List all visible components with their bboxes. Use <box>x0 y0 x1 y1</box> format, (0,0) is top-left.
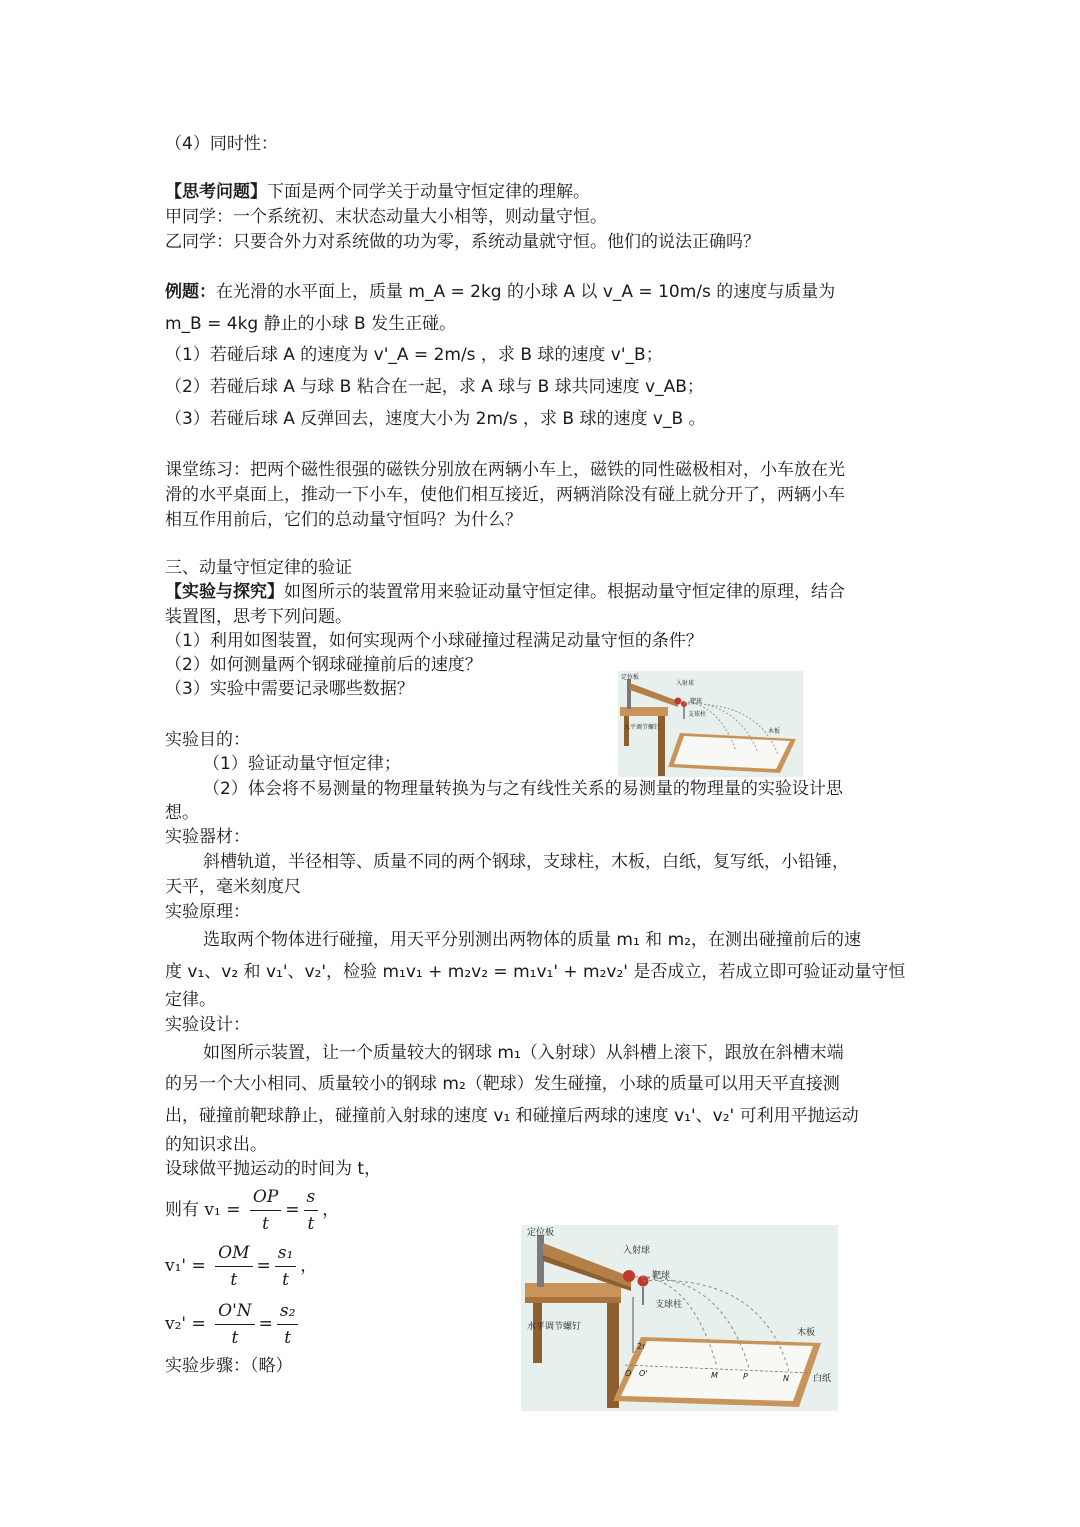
ramp <box>630 683 678 707</box>
formula-v2p-num2: s₂ <box>277 1298 299 1325</box>
design-line-3: 出，碰撞前靶球静止，碰撞前入射球的速度 v₁ 和碰撞后两球的速度 v₁'、v₂' 可利用平抛运动 <box>165 1106 859 1126</box>
explore-line-1 <box>165 580 845 604</box>
formula-v2p-frac1 <box>215 1298 255 1351</box>
principle-line-1: 选取两个物体进行碰撞，用天平分别测出两物体的质量 m₁ 和 m₂，在测出碰撞前后的速 <box>203 930 861 950</box>
student-a: 甲同学：一个系统初、末状态动量大小相等，则动量守恒。 <box>165 207 607 227</box>
equipment-line-1: 斜槽轨道，半径相等、质量不同的两个钢球，支球柱，木板，白纸，复写纸，小铅锤， <box>203 852 849 872</box>
line-simultaneity: （4）同时性： <box>165 134 278 154</box>
fig-s-label-0: 定位板 <box>621 674 640 681</box>
incident-ball <box>675 698 682 705</box>
example-line-1 <box>165 280 835 304</box>
fig-l-label-10: P <box>743 1372 748 1381</box>
equipment-line-2: 天平，毫米刻度尺 <box>165 877 301 897</box>
fig-l-label-1: 入射球 <box>623 1246 651 1256</box>
formula-v2p: v₂' = $\frac{O'N}{t}$ = $\frac{\text{s₂}}{t}$ <box>165 1298 302 1351</box>
example-head: 例题： <box>165 282 216 302</box>
position-plate <box>537 1235 544 1287</box>
fig-s-label-2: 靶球 <box>690 698 703 705</box>
formula-v1p-comma: ， <box>300 1256 318 1276</box>
formula-v1p-frac1 <box>215 1240 252 1293</box>
section-title: 三、动量守恒定律的验证 <box>165 558 352 578</box>
example-q2: （2）若碰后球 A 与球 B 粘合在一起，求 A 球与 B 球共同速度 v_AB； <box>165 377 704 397</box>
fig-l-label-4: 水平调节螺钉 <box>527 1322 582 1332</box>
incident-ball <box>623 1270 635 1282</box>
table-front <box>525 1297 621 1303</box>
fig-l-label-9: M <box>711 1371 718 1380</box>
formula-v1-num2: s <box>304 1184 319 1211</box>
formula-v1: 则有 v₁ = $\frac{OP}{t}$ = $\frac{s}{t}$ ， <box>165 1184 339 1237</box>
formula-v2p-frac2 <box>277 1298 299 1351</box>
apparatus-large-drawing <box>521 1225 838 1411</box>
formula-v1p-num1: OM <box>215 1240 252 1267</box>
formula-v1p-num2: s₁ <box>275 1240 297 1267</box>
purpose-1: （1）验证动量守恒定律； <box>203 754 401 774</box>
design-title: 实验设计： <box>165 1015 250 1035</box>
principle-title: 实验原理： <box>165 902 250 922</box>
equipment-title: 实验器材： <box>165 827 250 847</box>
student-b: 乙同学：只要合外力对系统做的功为零，系统动量就守恒。他们的说法正确吗？ <box>165 232 760 252</box>
formula-v1-den1: t <box>262 1214 269 1234</box>
exercise-line-3: 相互作用前后，它们的总动量守恒吗？为什么？ <box>165 510 522 530</box>
example-body: 在光滑的水平面上，质量 m_A = 2kg 的小球 A 以 v_A = 10m/s 的速度与质量为 <box>216 282 836 302</box>
exercise-line-2: 滑的水平桌面上，推动一下小车，使他们相互接近，两辆消除没有碰上就分开了，两辆小车 <box>165 485 845 505</box>
table-leg-back <box>533 1303 542 1363</box>
fig-l-label-11: N <box>783 1374 789 1383</box>
purpose-2: （2）体会将不易测量的物理量转换为与之有线性关系的易测量的物理量的实验设计思 <box>203 779 843 799</box>
purpose-2-cont: 想。 <box>165 803 199 823</box>
principle-line-2: 度 v₁、v₂ 和 v₁'、v₂'，检验 m₁v₁ + m₂v₂ = m₁v₁' + m₂v₂' 是否成立，若成立即可验证动量守恒 <box>165 962 906 982</box>
fig-s-label-4: 水平调节螺钉 <box>624 724 661 731</box>
steps-line: 实验步骤：（略） <box>165 1356 293 1376</box>
explore-q3: （3）实验中需要记录哪些数据？ <box>165 679 414 699</box>
apparatus-figure-small <box>618 671 803 777</box>
exercise-line-1: 课堂练习：把两个磁性很强的磁铁分别放在两辆小车上，磁铁的同性磁极相对，小车放在光 <box>165 460 845 480</box>
formula-v1p: v₁' = $\frac{OM}{t}$ = $\frac{\text{s₁}}{t}$ ， <box>165 1240 317 1293</box>
fig-l-label-5: 木板 <box>797 1328 816 1338</box>
design-line-4: 的知识求出。 <box>165 1135 267 1155</box>
explore-q2: （2）如何测量两个钢球碰撞前后的速度？ <box>165 655 482 675</box>
fig-l-label-12: 2r <box>637 1342 646 1351</box>
principle-line-3: 定律。 <box>165 990 216 1010</box>
explore-body: 如图所示的装置常用来验证动量守恒定律。根据动量守恒定律的原理，结合 <box>284 582 845 602</box>
table-leg-back <box>624 716 629 746</box>
formula-v1-num1: OP <box>250 1184 281 1211</box>
formula-v1p-den2: t <box>282 1270 289 1290</box>
example-q1: （1）若碰后球 A 的速度为 v'_A = 2m/s ，求 B 球的速度 v'_B； <box>165 345 663 365</box>
formula-v2p-den1: t <box>231 1328 239 1348</box>
apparatus-figure-large <box>521 1225 838 1411</box>
example-line-2: m_B = 4kg 静止的小球 B 发生正碰。 <box>165 314 457 334</box>
design-line-1: 如图所示装置，让一个质量较大的钢球 m₁（入射球）从斜槽上滚下，跟放在斜槽末端 <box>203 1043 844 1063</box>
fig-l-label-3: 支球柱 <box>655 1300 683 1310</box>
fig-s-label-3: 支球柱 <box>688 711 707 718</box>
fig-l-label-0: 定位板 <box>527 1228 555 1238</box>
explore-line-2: 装置图，思考下列问题。 <box>165 607 352 627</box>
formula-v2p-num1: O'N <box>215 1298 255 1325</box>
purpose-title: 实验目的： <box>165 730 250 750</box>
fig-l-label-8: O' <box>639 1369 648 1378</box>
think-question-head: 【思考问题】 <box>165 182 267 202</box>
formula-v2p-lhs: v₂' = <box>165 1314 206 1334</box>
formula-v1-comma: ， <box>322 1200 340 1220</box>
flight-time-line: 设球做平抛运动的时间为 t， <box>165 1159 382 1179</box>
formula-v1-frac1 <box>250 1184 281 1237</box>
explore-head: 【实验与探究】 <box>165 582 284 602</box>
fig-l-label-7: O <box>625 1369 632 1378</box>
explore-q1: （1）利用如图装置，如何实现两个小球碰撞过程满足动量守恒的条件？ <box>165 631 703 651</box>
formula-v1p-den1: t <box>230 1270 238 1290</box>
formula-v1p-lhs: v₁' = <box>165 1256 206 1276</box>
think-question-body: 下面是两个同学关于动量守恒定律的理解。 <box>267 182 590 202</box>
fig-l-label-6: 白纸 <box>813 1374 832 1384</box>
example-q3: （3）若碰后球 A 反弹回去，速度大小为 2m/s ，求 B 球的速度 v_B 。 <box>165 409 706 429</box>
design-line-2: 的另一个大小相同、质量较小的钢球 m₂（靶球）发生碰撞，小球的质量可以用天平直接测 <box>165 1074 840 1094</box>
apparatus-small-drawing <box>618 671 803 777</box>
formula-v2p-den2: t <box>284 1328 292 1348</box>
fig-s-label-5: 木板 <box>768 728 781 735</box>
formula-v1-den2: t <box>307 1214 315 1234</box>
formula-v1-frac2 <box>304 1184 319 1237</box>
formula-v1p-frac2 <box>275 1240 297 1293</box>
formula-v1-lhs: 则有 v₁ = <box>165 1200 241 1220</box>
think-question <box>165 180 590 204</box>
fig-s-label-1: 入射球 <box>676 680 695 687</box>
fig-l-label-2: 靶球 <box>652 1271 671 1281</box>
